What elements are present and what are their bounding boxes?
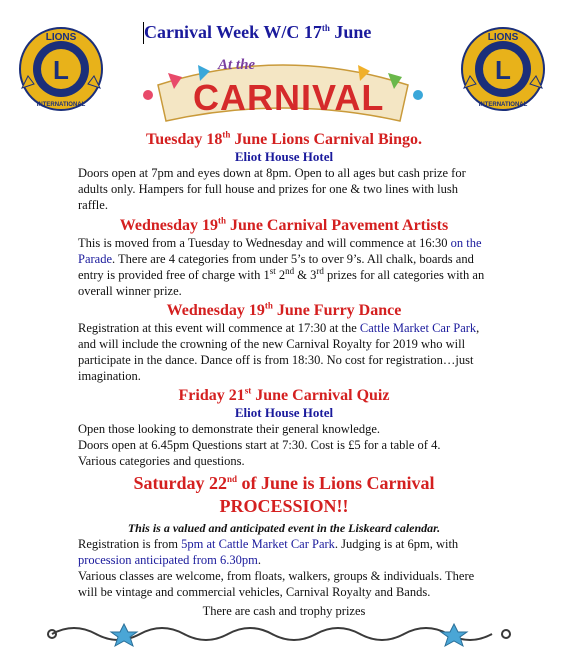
section-procession <box>78 473 490 619</box>
event-list <box>78 131 490 619</box>
procession-heading: Saturday 22nd of June is Lions Carnival <box>133 473 435 493</box>
banner-title: CARNIVAL <box>193 77 385 118</box>
lions-logo-right <box>460 26 546 112</box>
section-pavement-artists <box>78 217 490 299</box>
quiz-venue: Eliot House Hotel <box>234 405 334 420</box>
svg-text:L: L <box>495 55 511 85</box>
procession-location-link: 5pm at Cattle Market Car Park <box>181 537 335 551</box>
bingo-heading: Tuesday 18th June Lions Carnival Bingo. <box>146 129 422 148</box>
procession-time-link: procession anticipated from 6.30pm <box>78 553 258 567</box>
pavement-body: This is moved from a Tuesday to Wednesday and will commence at 16:30 on the Parade. There are 4 categories from under 5’s to over 9’s. All chalk, boards and entry is provided free of charge with 1st 2nd & 3rd prizes for all categories with an overall winner prize. <box>78 236 485 298</box>
svg-text:INTERNATIONAL: INTERNATIONAL <box>478 102 528 108</box>
quiz-body-1: Open those looking to demonstrate their general knowledge. <box>78 422 381 436</box>
carnival-banner <box>138 55 428 127</box>
svg-text:LIONS: LIONS <box>45 32 77 43</box>
quiz-body-3: Various categories and questions. <box>78 454 245 468</box>
procession-closing: There are cash and trophy prizes <box>202 604 366 618</box>
cattle-market-link: Cattle Market Car Park <box>359 321 477 335</box>
furry-heading: Wednesday 19th June Furry Dance <box>166 300 402 319</box>
lions-logo-left <box>18 26 104 112</box>
pavement-heading: Wednesday 19th June Carnival Pavement Artists <box>119 215 449 234</box>
svg-text:LIONS: LIONS <box>487 32 519 43</box>
section-bingo <box>78 131 490 213</box>
procession-body: Registration is from 5pm at Cattle Market Car Park. Judging is at 6pm, with procession anticipated from 6.30pm. <box>78 537 459 567</box>
svg-text:L: L <box>53 55 69 85</box>
bingo-body: Doors open at 7pm and eyes down at 8pm. Open to all ages but cash prize for adults only. Hampers for full house and prizes for one & two lines with lush raffle. <box>78 166 466 212</box>
decorative-swirl-divider <box>44 620 514 650</box>
parade-link: on the Parade <box>78 236 482 266</box>
bingo-venue: Eliot House Hotel <box>234 149 334 164</box>
svg-text:INTERNATIONAL: INTERNATIONAL <box>36 102 86 108</box>
section-quiz <box>78 387 490 469</box>
star-icon <box>441 624 467 646</box>
section-furry-dance <box>78 302 490 384</box>
star-icon <box>111 624 137 646</box>
procession-tagline: This is a valued and anticipated event in the Liskeard calendar. <box>127 521 441 535</box>
procession-heading-2: PROCESSION!! <box>219 496 349 516</box>
page-title: Carnival Week W/C 17th June <box>144 22 372 42</box>
banner-script-text: At the <box>218 57 256 73</box>
quiz-heading: Friday 21st June Carnival Quiz <box>178 385 390 404</box>
furry-body: Registration at this event will commence at 17:30 at the Cattle Market Car Park, and will include the crowning of the new Carnival Royalty for 2019 who will participate in the dance. Dance off is from 18:30. No cost for registration…just imagination. <box>78 321 480 383</box>
quiz-body-2: Doors open at 6.45pm Questions start at 7:30. Cost is £5 for a table of 4. <box>78 438 441 452</box>
procession-body-2: Various classes are welcome, from floats, walkers, groups & individuals. There will be vintage and commercial vehicles, Carnival Royalty and Bands. <box>78 569 475 599</box>
